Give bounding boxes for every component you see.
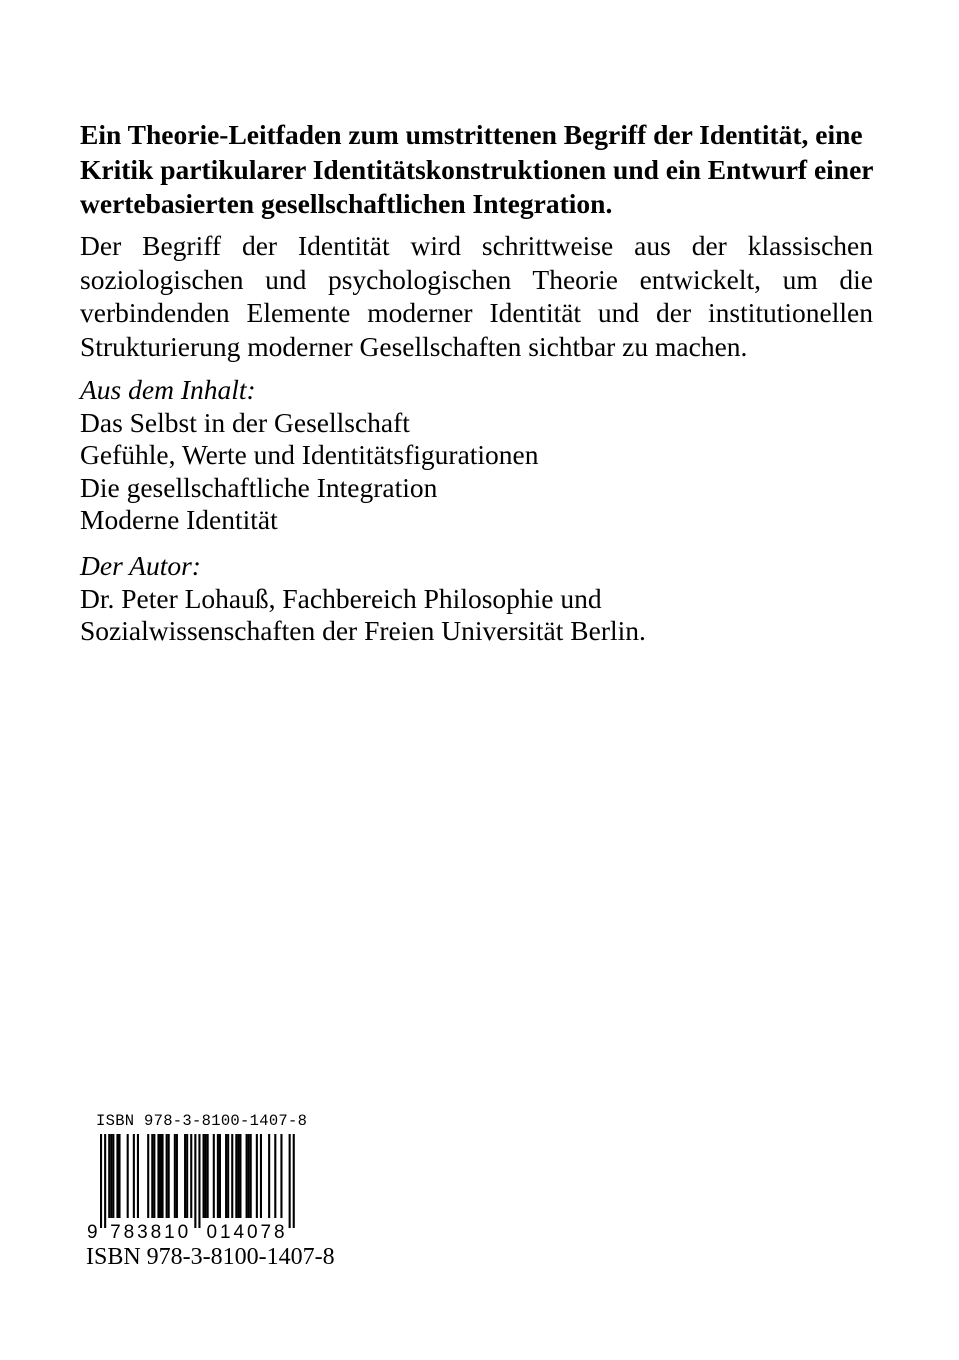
barcode-bar: [227, 1134, 229, 1218]
barcode-bar: [246, 1134, 248, 1218]
author-heading: Der Autor:: [80, 550, 201, 581]
barcode-bar: [151, 1134, 153, 1218]
barcode-bar: [162, 1134, 164, 1218]
barcode-bar: [207, 1134, 209, 1218]
barcode-digits-right: 014078: [206, 1222, 285, 1243]
barcode-bar: [256, 1134, 258, 1218]
barcode-bar: [203, 1134, 205, 1218]
barcode-bar: [237, 1134, 239, 1218]
lead-paragraph: Ein Theorie-Leitfaden zum umstrittenen Begriff der Identität, eine Kritik partikularer Identitätskonstruktionen und ein Entwurf einer wertebasierten gesellschaftlichen Integration.: [80, 119, 874, 219]
barcode-bar: [260, 1134, 262, 1218]
barcode-bar: [127, 1134, 129, 1218]
barcode-bar: [239, 1134, 241, 1218]
author-section: [80, 550, 880, 648]
barcode-digits-left: 783810: [110, 1222, 189, 1243]
barcode-bar: [205, 1134, 207, 1218]
barcode-bar: [166, 1134, 168, 1218]
barcode-bar: [108, 1134, 110, 1218]
barcode-bar: [219, 1134, 221, 1218]
contents-section: [80, 374, 880, 537]
barcode-icon: [87, 1134, 310, 1243]
barcode-bar: [293, 1134, 295, 1228]
author-line: Sozialwissenschaften der Freien Universität Berlin.: [80, 615, 646, 646]
barcode-bar: [289, 1134, 291, 1228]
barcode-bar: [184, 1134, 186, 1218]
contents-item: Das Selbst in der Gesellschaft: [80, 406, 410, 438]
contents-item: Gefühle, Werte und Identitätsfigurationen: [80, 439, 539, 470]
barcode-bar: [213, 1134, 215, 1218]
barcode-bar: [100, 1134, 102, 1228]
barcode-bar: [274, 1134, 276, 1218]
barcode-isbn-label: ISBN 978-3-8100-1407-8: [96, 1112, 308, 1130]
barcode-bar: [118, 1134, 120, 1218]
barcode-bar: [153, 1134, 155, 1218]
contents-item: Die gesellschaftliche Integration: [80, 471, 438, 503]
barcode-bar: [194, 1134, 196, 1228]
barcode-bar: [157, 1134, 159, 1218]
barcode-bar: [116, 1134, 118, 1218]
barcode-bar: [248, 1134, 250, 1218]
barcode-bar: [159, 1134, 161, 1218]
barcode-bar: [168, 1134, 170, 1218]
description-paragraph: Der Begriff der Identität wird schrittweise aus der klassischen soziologischen und psychologischen Theorie entwickelt, um die verbindenden Elemente moderner Identität und der institutionellen Strukturierung moderner Gesellschaften sichtbar zu machen.: [80, 230, 873, 362]
barcode-bar: [250, 1134, 252, 1218]
barcode-bar: [112, 1134, 114, 1218]
barcode-bar: [231, 1134, 233, 1218]
barcode-digit-first: 9: [87, 1222, 98, 1243]
barcode-bar: [225, 1134, 227, 1218]
barcode-bar: [268, 1134, 270, 1218]
barcode-bar: [110, 1134, 112, 1218]
barcode-bar: [280, 1134, 282, 1218]
barcode-bar: [104, 1134, 106, 1228]
barcode-bar: [176, 1134, 178, 1218]
barcode-bar: [147, 1134, 149, 1218]
barcode-bar: [174, 1134, 176, 1218]
barcode-bar: [217, 1134, 219, 1218]
barcode-bar: [133, 1134, 135, 1218]
isbn-number: ISBN 978-3-8100-1407-8: [86, 1244, 335, 1270]
contents-heading: Aus dem Inhalt:: [80, 374, 256, 405]
barcode-bar: [186, 1134, 188, 1218]
contents-item: Moderne Identität: [80, 504, 278, 535]
barcode-bar: [190, 1134, 192, 1218]
barcode-bar: [235, 1134, 237, 1218]
barcode-bar: [137, 1134, 139, 1218]
barcode-bar: [198, 1134, 200, 1228]
author-line: Dr. Peter Lohauß, Fachbereich Philosophie und: [80, 582, 602, 614]
